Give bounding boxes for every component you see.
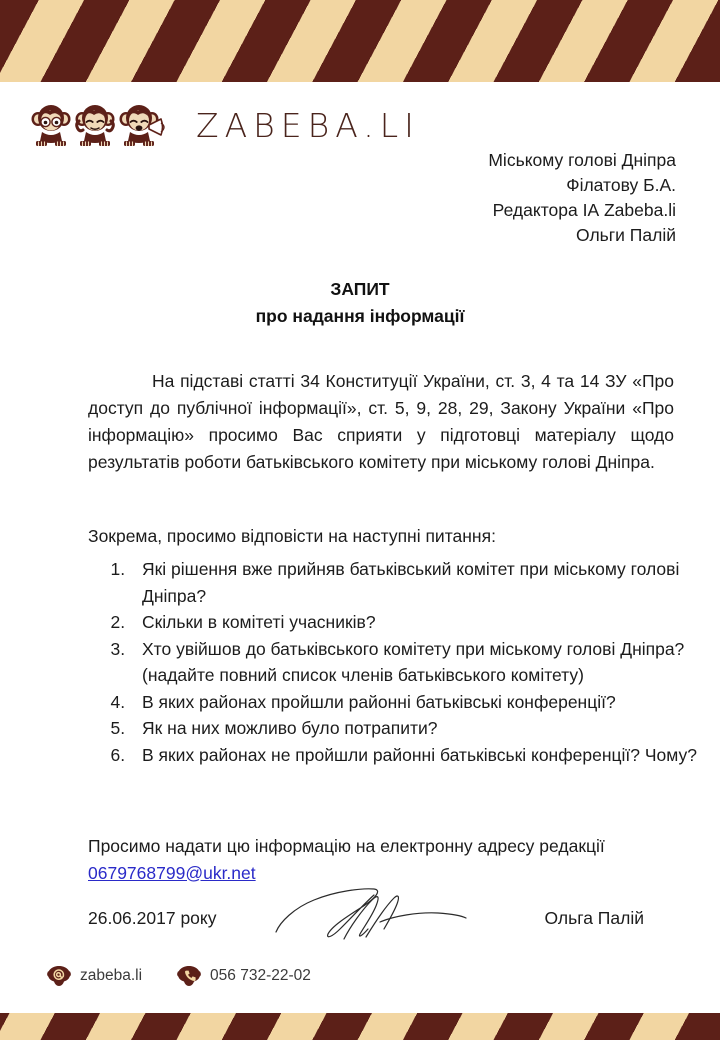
list-item: 4. В яких районах пройшли районні батьківські конференції?: [130, 689, 720, 716]
letterhead: [0, 96, 720, 154]
questions-list: [88, 556, 720, 768]
three-monkeys-logo: [30, 103, 170, 147]
addressee-line-3: Редактора ІА Zabeba.li: [492, 200, 676, 220]
monkey-hear-no-evil-icon: [74, 103, 116, 147]
document-date: 26.06.2017 року: [88, 908, 217, 928]
email-link[interactable]: 0679768799@ukr.net: [88, 862, 256, 883]
monkey-at-icon: [46, 965, 72, 987]
bottom-stripe-band: [0, 1013, 720, 1040]
addressee-block: [346, 148, 676, 248]
list-item: 1. Які рішення вже прийняв батьківський комітет при міському голові Дніпра?: [130, 556, 720, 609]
outro-text: Просимо надати цю інформацію на електронну адресу редакції: [88, 835, 605, 856]
monkey-see-no-evil-icon: [30, 103, 72, 147]
footer-phone[interactable]: [176, 965, 311, 987]
outro-paragraph: [88, 833, 674, 887]
document-title-line-2: про надання інформації: [255, 306, 465, 326]
list-item: 3. Хто увійшов до батьківського комітету при міському голові Дніпра? (надайте повний список членів батьківського комітету): [130, 636, 720, 689]
footer-site-label: zabeba.li: [80, 967, 143, 984]
addressee-line-2: Філатову Б.А.: [566, 175, 676, 195]
list-item: 6. В яких районах не пройшли районні батьківські конференції? Чому?: [130, 742, 720, 769]
monkey-megaphone-icon: [118, 103, 170, 147]
signer-name: Ольга Палій: [544, 908, 644, 928]
monkey-phone-icon: [176, 965, 202, 987]
list-item: 5. Як на них можливо було потрапити?: [130, 715, 720, 742]
addressee-line-1: Міському голові Дніпра: [488, 150, 676, 170]
document-title: [0, 276, 720, 330]
footer-site[interactable]: [46, 965, 142, 987]
addressee-line-4: Ольги Палій: [576, 225, 676, 245]
legal-basis-paragraph: На підставі статті 34 Конституції України, ст. 3, 4 та 14 ЗУ «Про доступ до публічної інформації», ст. 5, 9, 28, 29, Закону України «Про інформацію» просимо Вас сприяти у підготовці матеріалу щодо результатів роботи батьківського комітету при міському голові Дніпра.: [88, 370, 674, 472]
footer-contacts: [46, 965, 311, 987]
footer-phone-label: 056 732-22-02: [210, 967, 311, 984]
questions-intro: Зокрема, просимо відповісти на наступні питання:: [88, 525, 496, 546]
top-stripe-band: [0, 0, 720, 82]
document-title-line-1: ЗАПИТ: [330, 279, 390, 299]
brand-wordmark: ZABEBA.LI: [196, 105, 420, 145]
signature-row: [88, 908, 644, 929]
list-item: 2. Скільки в комітеті учасників?: [130, 609, 720, 636]
